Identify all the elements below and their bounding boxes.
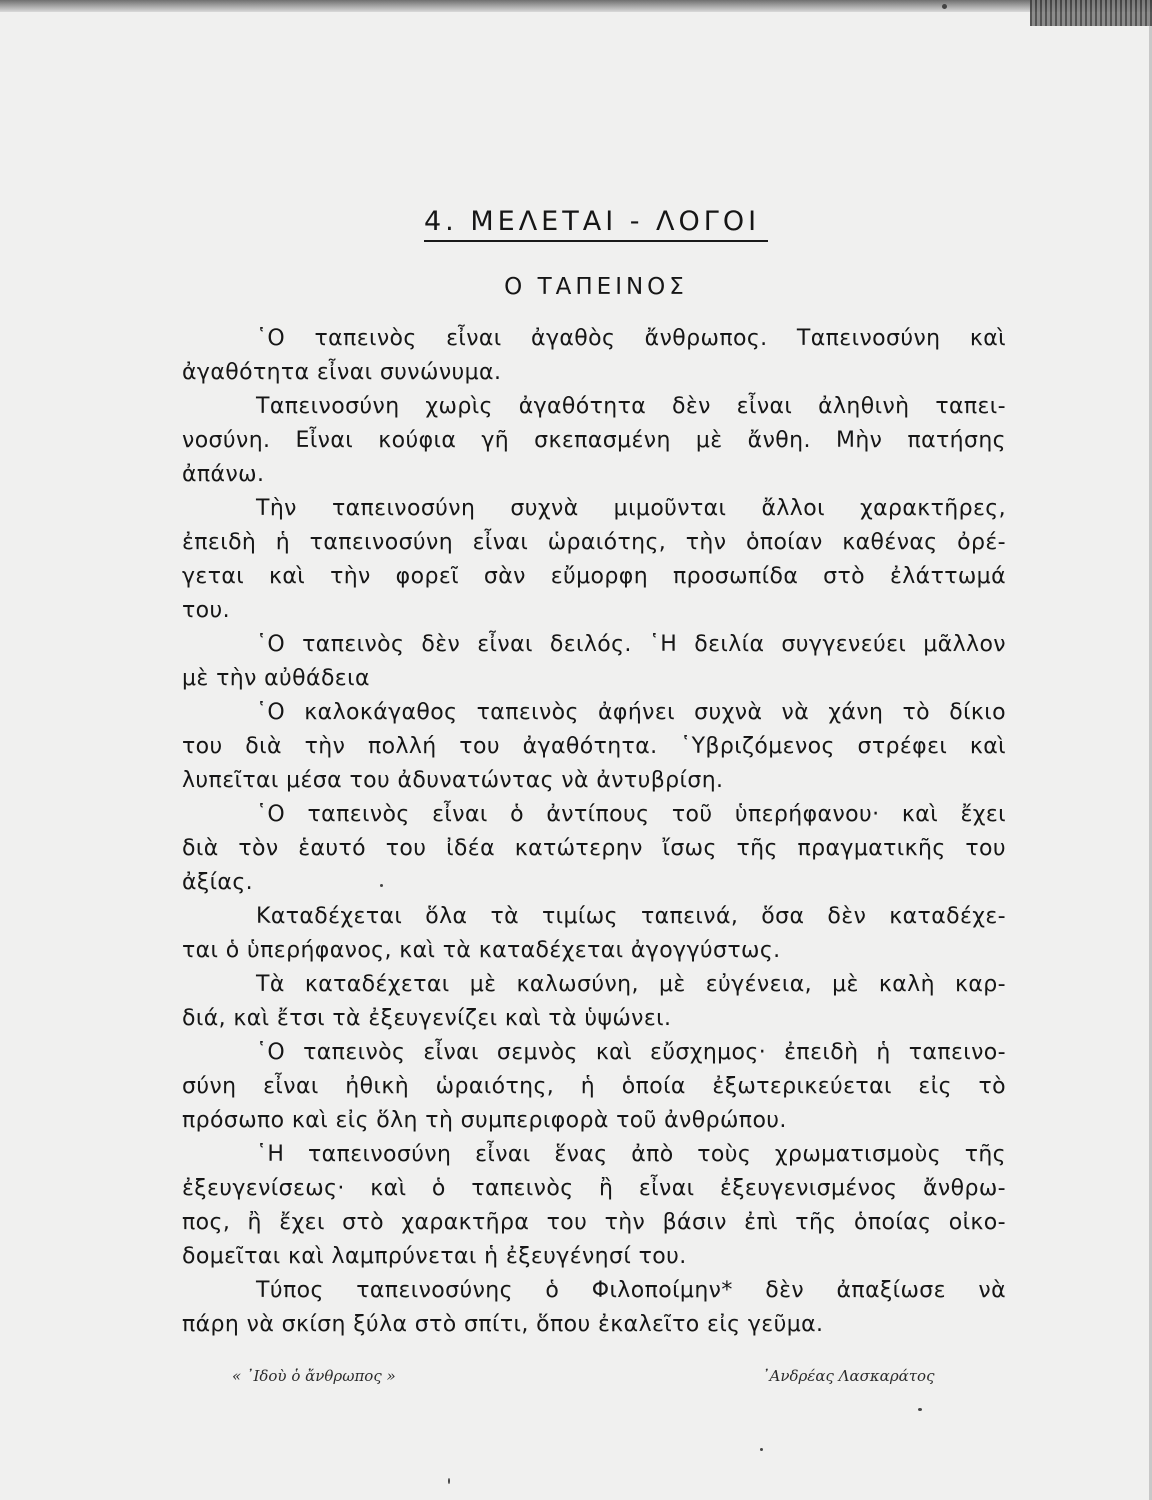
text-line: νοσύνη. Εἶναι κούφια γῆ σκεπασμένη μὲ ἄνθη. Μὴν πατήσης [182,428,1006,453]
text-line: ἀπάνω. [182,462,265,487]
scan-speck [760,1448,763,1451]
text-line: ῾Ο ταπεινὸς εἶναι ἀγαθὸς ἄνθρωπος. Ταπεινοσύνη καὶ [256,326,1006,351]
text-line: σύνη εἶναι ἠθικὴ ὡραιότης, ἡ ὁποία ἐξωτερικεύεται εἰς τὸ [182,1074,1006,1099]
text-line: πος, ἢ ἔχει στὸ χαρακτῆρα του τὴν βάσιν ἐπὶ τῆς ὁποίας οἰκο- [182,1210,1006,1235]
text-line: ἀξίας. [182,870,254,895]
text-line: Τὰ καταδέχεται μὲ καλωσύνη, μὲ εὐγένεια, μὲ καλὴ καρ- [256,972,1006,997]
text-line: ἀγαθότητα εἶναι συνώνυμα. [182,360,502,385]
text-line: ῾Ο ταπεινὸς δὲν εἶναι δειλός. ῾Η δειλία συγγενεύει μᾶλλον [256,632,1006,657]
text-line: ἐπειδὴ ἡ ταπεινοσύνη εἶναι ὡραιότης, τὴν ὁποίαν καθένας ὀρέ- [182,530,1006,555]
source-citation: « ᾿Ιδοὺ ὁ ἄνθρωπος » [232,1367,396,1385]
text-line: γεται καὶ τὴν φορεῖ σὰν εὔμορφη προσωπίδα στὸ ἐλάττωμά [182,564,1006,589]
text-line: ἐξευγενίσεως· καὶ ὁ ταπεινὸς ἢ εἶναι ἐξευγενισμένος ἄνθρω- [182,1176,1006,1201]
text-line: Καταδέχεται ὅλα τὰ τιμίως ταπεινά, ὅσα δὲν καταδέχε- [256,904,1006,929]
text-line: πρόσωπο καὶ εἰς ὅλη τὴ συμπεριφορὰ τοῦ ἀνθρώπου. [182,1108,787,1133]
text-line: ῾Ο καλοκάγαθος ταπεινὸς ἀφήνει συχνὰ νὰ χάνη τὸ δίκιο [256,700,1006,725]
essay-body [182,322,1006,1342]
text-line: Ταπεινοσύνη χωρὶς ἀγαθότητα δὲν εἶναι ἀληθινὴ ταπει- [256,394,1006,419]
essay-title: Ο ΤΑΠΕΙΝΟΣ [504,274,688,300]
text-line: του διὰ τὴν πολλή του ἀγαθότητα. ῾Υβριζόμενος στρέφει καὶ [182,734,1006,759]
scan-speck [918,1408,922,1411]
text-line: Τύπος ταπεινοσύνης ὁ Φιλοποίμην* δὲν ἀπαξίωσε νὰ [256,1278,1006,1303]
text-line: του. [182,598,231,623]
text-line: πάρη νὰ σκίση ξύλα στὸ σπίτι, ὅπου ἐκαλεῖτο εἰς γεῦμα. [182,1312,824,1337]
text-line: ῾Ο ταπεινὸς εἶναι σεμνὸς καὶ εὔσχημος· ἐπειδὴ ἡ ταπεινο- [256,1040,1006,1065]
text-line: ῾Ο ταπεινὸς εἶναι ὁ ἀντίπους τοῦ ὑπερήφανου· καὶ ἔχει [256,802,1006,827]
text-line: διὰ τὸν ἑαυτό του ἰδέα κατώτερην ἴσως τῆς πραγματικῆς του [182,836,1006,861]
text-line: δομεῖται καὶ λαμπρύνεται ἡ ἐξευγένησί του. [182,1244,687,1269]
author-attribution: ᾿Ανδρέας Λασκαράτος [762,1367,935,1385]
scan-speck [448,1478,450,1484]
scan-speck [942,4,947,9]
scan-top-edge [0,0,1152,12]
scan-speck [380,884,383,887]
text-line: ῾Η ταπεινοσύνη εἶναι ἕνας ἀπὸ τοὺς χρωματισμοὺς τῆς [256,1142,1006,1167]
text-line: μὲ τὴν αὐθάδεια [182,666,370,691]
scan-book-spine [1030,0,1152,26]
text-line: λυπεῖται μέσα του ἀδυνατώντας νὰ ἀντυβρίση. [182,768,724,793]
chapter-heading: 4. ΜΕΛΕΤΑΙ - ΛΟΓΟΙ [424,204,768,242]
text-line: Τὴν ταπεινοσύνη συχνὰ μιμοῦνται ἄλλοι χαρακτῆρες, [256,496,1006,521]
text-line: διά, καὶ ἔτσι τὰ ἐξευγενίζει καὶ τὰ ὑψώνει. [182,1006,672,1031]
text-line: ται ὁ ὑπερήφανος, καὶ τὰ καταδέχεται ἀγογγύστως. [182,938,781,963]
